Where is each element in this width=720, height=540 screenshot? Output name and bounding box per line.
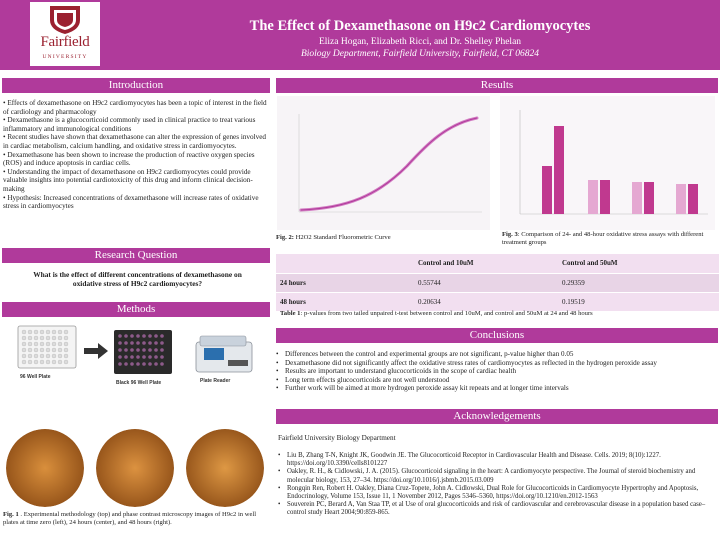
table-header-cell: Control and 50uM xyxy=(558,254,719,273)
results-heading: Results xyxy=(276,78,718,93)
research-question-text: What is the effect of different concentrations of dexamethasone on oxidative stress of H9c2 cardiomyocytes? xyxy=(33,270,242,288)
conclusions-list xyxy=(276,350,718,393)
table-cell: 0.20634 xyxy=(414,292,558,311)
fig3-bars xyxy=(500,96,715,230)
reference-item: • Liu B, Zhang T-N, Knight JK, Goodwin JE. The Glucocorticoid Receptor in Cardiovascular Health and Disease. Cells. 2019; 8(10):1227. https://doi.org/10.3390/cells8101227 xyxy=(278,452,718,468)
poster-title: The Effect of Dexamethasone on H9c2 Cardiomyocytes xyxy=(249,18,591,34)
introduction-text xyxy=(3,99,269,211)
poster-authors: Eliza Hogan, Elizabeth Ricci, and Dr. Shelley Phelan xyxy=(318,37,522,47)
fig2-curve xyxy=(277,96,490,230)
micro-image-24h xyxy=(96,429,174,507)
list-item: • Dexamethasone did not significantly affect the oxidative stress rates of cardiomyocytes as reflected in the hydrogen peroxide assay xyxy=(276,359,718,368)
table1-label: Table 1 xyxy=(280,310,301,317)
intro-point: • Recent studies have shown that dexamethasone can alter the expression of genes involved in cardiac metabolism, calcium handling, and oxidative stress in cardiomyocytes. xyxy=(3,133,266,150)
fig1-text: . Experimental methodology (top) and phase contrast microscopy images of H9c2 in well plates at time zero (left), 24 hours (center), and 48 hours (right). xyxy=(3,511,257,526)
methods-illustration xyxy=(14,320,262,420)
plate-label: 96 Well Plate xyxy=(20,374,51,380)
logo-wordmark: Fairfield xyxy=(40,34,90,50)
black-plate-label: Black 96 Well Plate xyxy=(116,380,162,386)
list-item: • Long term effects glucocorticoids are not well understood xyxy=(276,376,718,385)
intro-point: • Understanding the impact of dexamethasone on H9c2 cardiomyocytes could provide valuable insights into potential cardiotoxicity of this drug and inform clinical decision-making xyxy=(3,167,253,193)
intro-point: • Effects of dexamethasone on H9c2 cardiomyocytes has been a topic of interest in the field of cardiology and pharmacology xyxy=(3,99,267,116)
table-header-cell xyxy=(276,254,414,273)
table1-text: : p-values from two tailed unpaired t-test between control and 10uM, and control and 50uM at 24 and 48 hours xyxy=(300,310,593,317)
logo-subtitle: UNIVERSITY xyxy=(42,54,88,60)
fig1-caption xyxy=(3,511,271,527)
pvalue-table xyxy=(276,254,719,312)
table-cell: 48 hours xyxy=(276,292,414,311)
methods-heading: Methods xyxy=(2,302,270,317)
intro-point: • Dexamethasone has been shown to increase the production of reactive oxygen species (ROS) and induce apoptosis in cardiac cells. xyxy=(3,150,255,168)
intro-point: • Dexamethasone is a glucocorticoid commonly used in clinical practice to treat various inflammatory and immunological conditions xyxy=(3,116,256,133)
reference-item: • Souverein PC, Berard A, Van Staa TP, et al Use of oral glucocorticoids and risk of cardiovascular and cerebrovascular disease in a population based case–control study Heart 2004;90:859-865. xyxy=(278,501,718,517)
ack-dept: Fairfield University Biology Department xyxy=(278,434,396,442)
fig3-text: : Comparison of 24- and 48-hour oxidative stress assays with different treatment groups xyxy=(502,231,704,246)
reference-item: • Rongqin Ren, Robert H. Oakley, Diana Cruz-Topete, John A. Cidlowski, Dual Role for Glucocorticoids in Cardiomyocyte Hypertrophy and Apoptosis, Endocrinology, Volume 153, Issue 11, 1 November 2012, Pages 5346–5360, https://doi.org/10.1210/en.2012-1563 xyxy=(278,485,718,501)
micro-image-time-zero xyxy=(6,429,84,507)
table-row xyxy=(276,273,719,292)
intro-point: • Hypothesis: Increased concentrations of dexamethasone will increase rates of oxidative stress in cardiomyocytes xyxy=(3,193,259,211)
reference-item: • Oakley, R. H., & Cidlowski, J. A. (2015). Glucocorticoid signaling in the heart: A cardiomyocyte perspective. The Journal of steroid biochemistry and molecular biology, 153, 27–34. https://doi.org/10.1016/j.jsbmb.2015.03.009 xyxy=(278,468,718,484)
table1-caption xyxy=(280,310,715,318)
poster-affiliation: Biology Department, Fairfield University, Fairfield, CT 06824 xyxy=(300,49,540,59)
table-header-cell: Control and 10uM xyxy=(414,254,558,273)
micro-image-48h xyxy=(186,429,264,507)
table-header-row xyxy=(276,254,719,273)
university-logo xyxy=(30,2,100,66)
fig2-label: Fig. 2: xyxy=(276,234,294,241)
introduction-heading: Introduction xyxy=(2,78,270,93)
table-cell: 24 hours xyxy=(276,273,414,292)
list-item: • Further work will be aimed at more hydrogen peroxide assay kit repeats and at longer time intervals xyxy=(276,384,718,393)
list-item: • Differences between the control and experimental groups are not significant, p-value higher than 0.05 xyxy=(276,350,718,359)
conclusions-heading: Conclusions xyxy=(276,328,718,343)
fig2-chart xyxy=(277,96,490,230)
fig3-caption xyxy=(502,231,717,247)
poster-header xyxy=(0,0,720,70)
table-cell: 0.55744 xyxy=(414,273,558,292)
table-cell: 0.29359 xyxy=(558,273,719,292)
fig1-label: Fig. 1 xyxy=(3,511,19,518)
fig2-caption xyxy=(276,234,491,242)
reader-label: Plate Reader xyxy=(200,378,231,384)
references-list xyxy=(278,452,718,518)
acknowledgements-heading: Acknowledgements xyxy=(276,409,718,424)
table-cell: 0.19519 xyxy=(558,292,719,311)
research-question-heading: Research Question xyxy=(2,248,270,263)
fig3-chart xyxy=(500,96,715,230)
table-row xyxy=(276,292,719,311)
fig3-label: Fig. 3 xyxy=(502,231,518,238)
fig2-text: H2O2 Standard Fluorometric Curve xyxy=(293,234,391,241)
list-item: • Results are important to understand glucocorticoids in the scope of cardiac health xyxy=(276,367,718,376)
methods-diagram xyxy=(14,320,262,420)
